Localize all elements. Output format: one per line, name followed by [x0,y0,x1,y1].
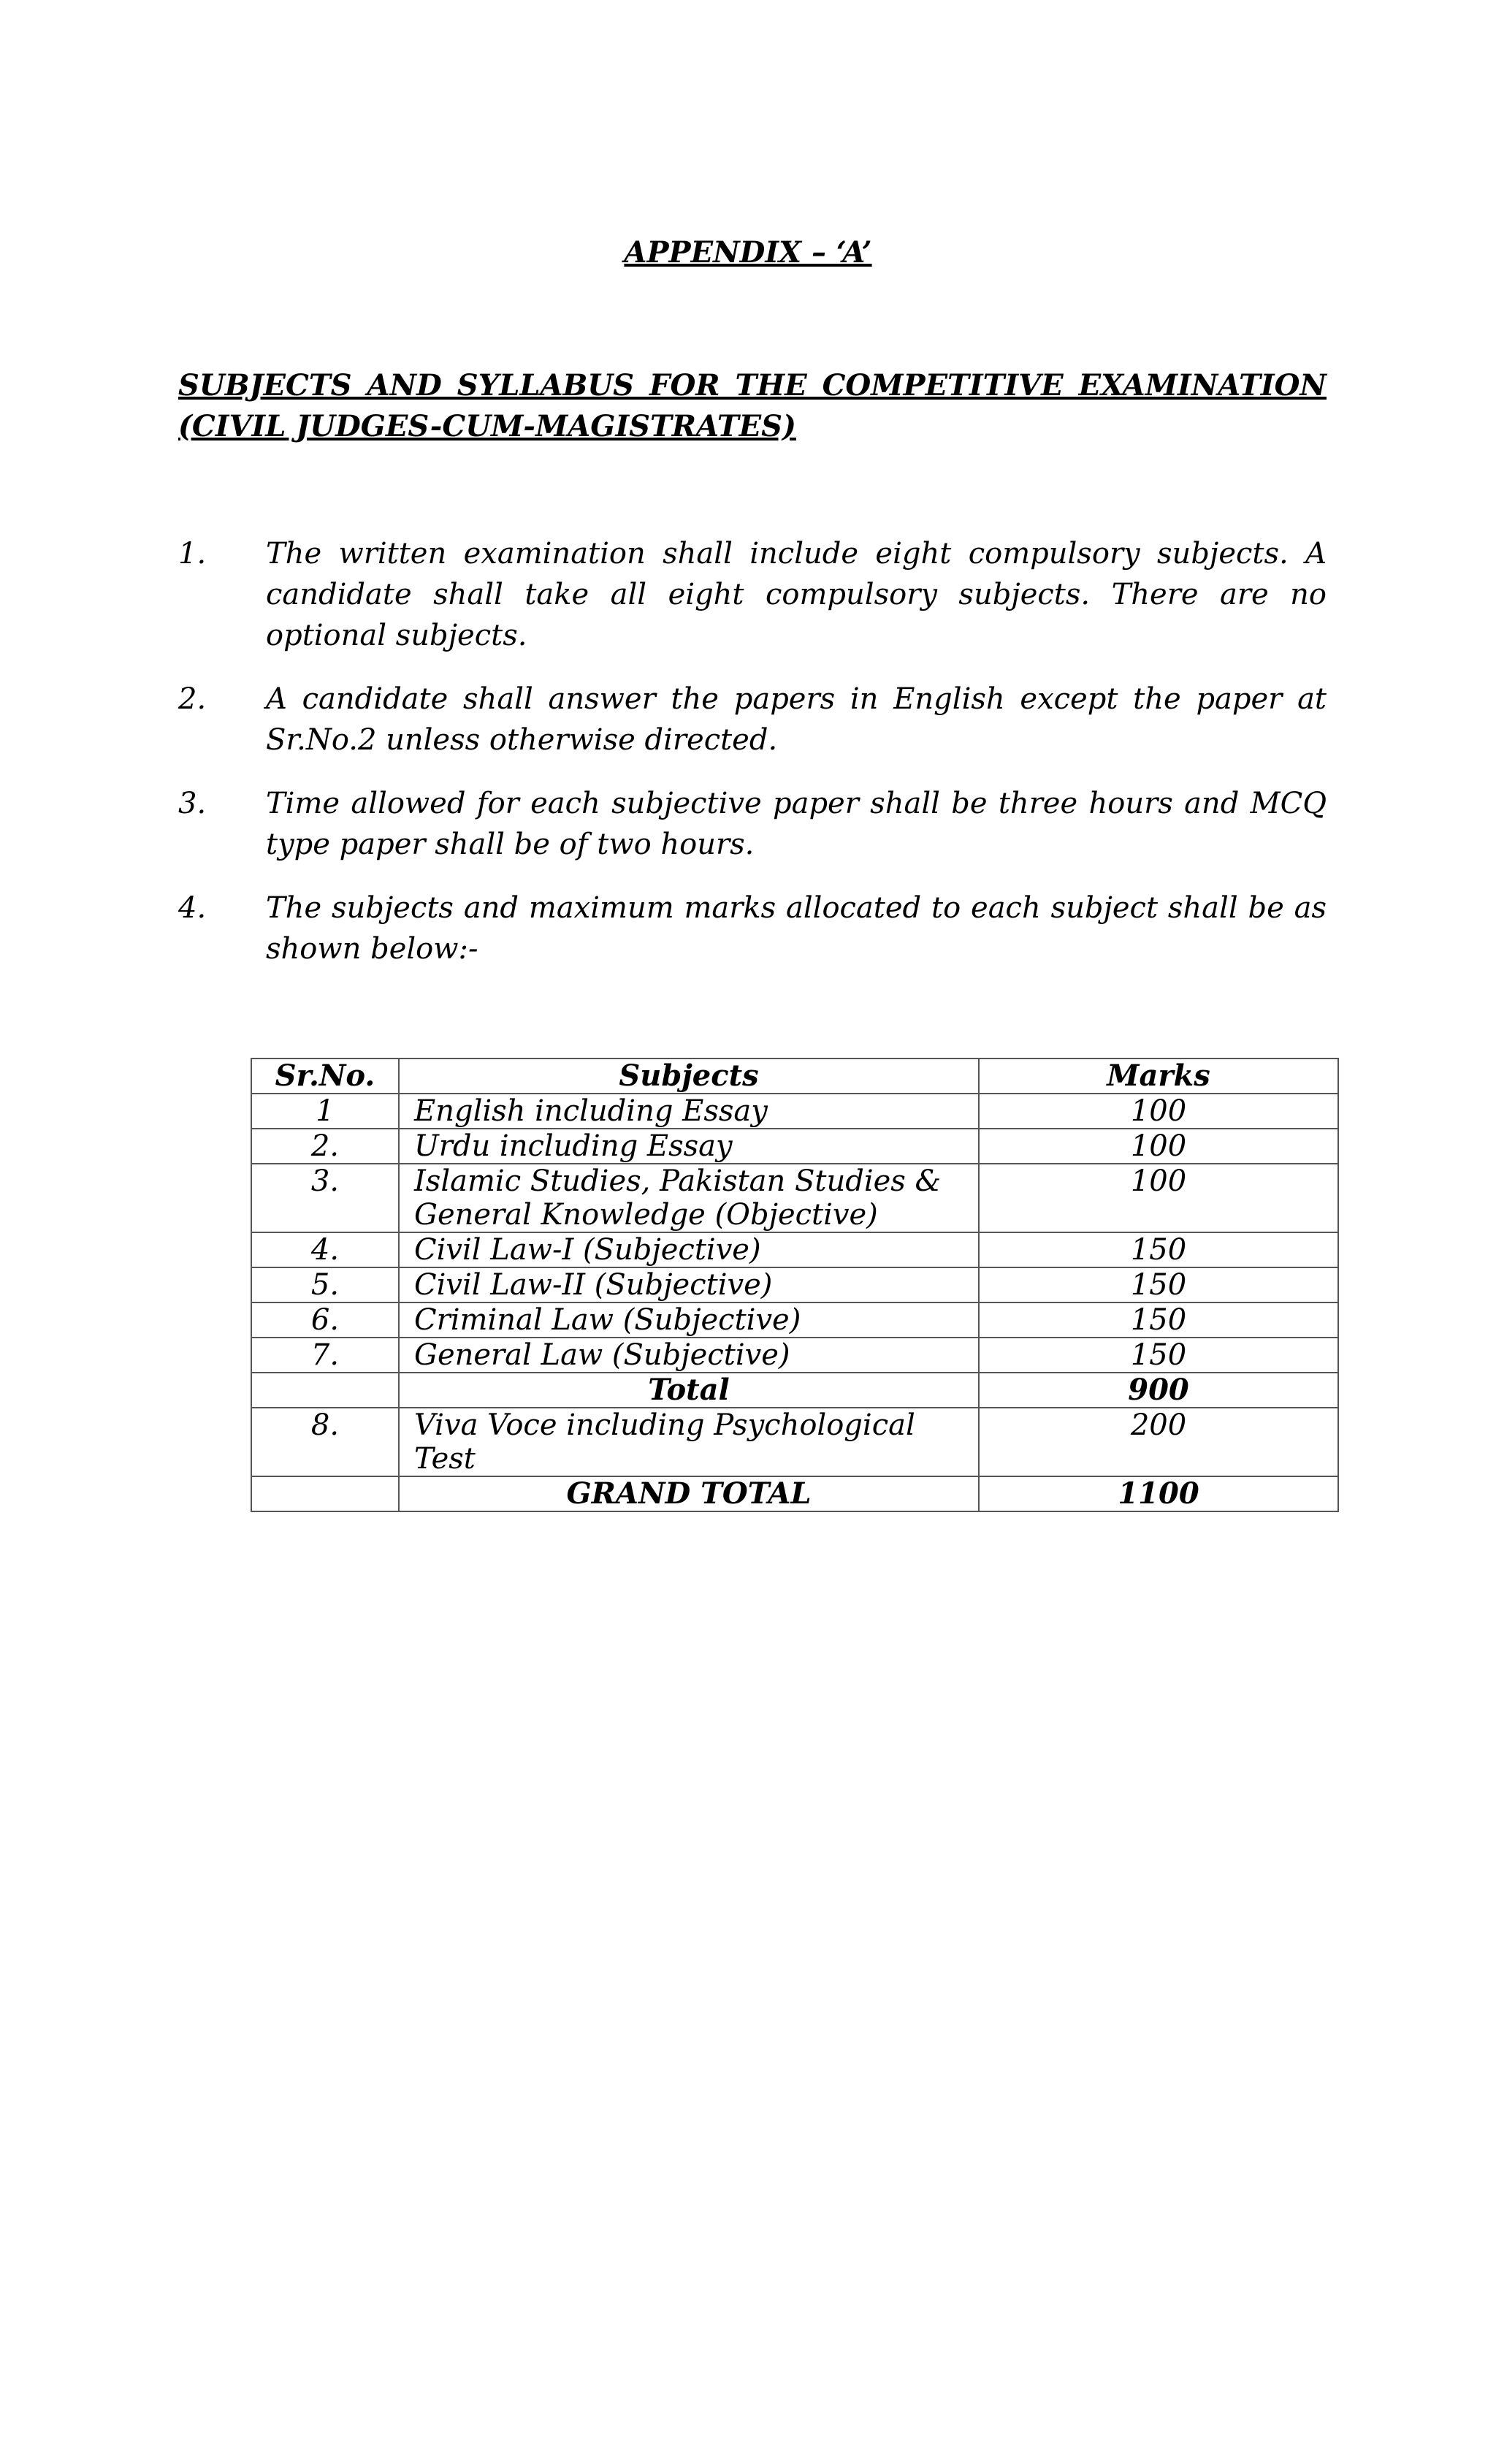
table-row [251,1302,1338,1338]
appendix-title: APPENDIX – ‘A’ [624,235,872,270]
cell-subject: General Law (Subjective) [399,1338,979,1373]
table-row [251,1094,1338,1129]
cell-marks: 150 [979,1232,1338,1267]
cell-subject: Criminal Law (Subjective) [399,1302,979,1338]
cell-sr-no: 7. [251,1338,399,1373]
table-row [251,1129,1338,1164]
cell-subject: Civil Law-I (Subjective) [399,1232,979,1267]
cell-sr-no: 6. [251,1302,399,1338]
rule-text: A candidate shall answer the papers in English except the paper at Sr.No.2 unless otherwise directed. [266,682,1327,757]
heading-line-2: (CIVIL JUDGES-CUM-MAGISTRATES) [178,409,796,443]
document-heading [178,365,1327,447]
table-header-row [251,1059,1338,1094]
rules-list [178,533,1327,992]
total-marks: 900 [979,1373,1338,1408]
cell-sr-no: 1 [251,1094,399,1129]
cell-sr-no: 2. [251,1129,399,1164]
cell-sr-no: 5. [251,1267,399,1302]
total-label: Total [399,1373,979,1408]
cell-marks: 150 [979,1302,1338,1338]
cell-subject: English including Essay [399,1094,979,1129]
cell-subject: Islamic Studies, Pakistan Studies & General Knowledge (Objective) [399,1164,979,1232]
cell-subject: Viva Voce including Psychological Test [399,1408,979,1476]
grand-total-marks: 1100 [979,1476,1338,1511]
header-subjects: Subjects [399,1059,979,1094]
rule-text: Time allowed for each subjective paper shall be three hours and MCQ type paper shall be of two hours. [266,787,1327,861]
cell-marks: 150 [979,1338,1338,1373]
cell-subject: Urdu including Essay [399,1129,979,1164]
header-marks: Marks [979,1059,1338,1094]
rule-number: 3. [178,787,207,820]
rule-item [178,888,1327,969]
cell-marks: 100 [979,1129,1338,1164]
grand-total-label: GRAND TOTAL [399,1476,979,1511]
cell-sr-no-empty [251,1373,399,1408]
rule-number: 1. [178,537,207,571]
grand-total-row [251,1476,1338,1511]
cell-subject: Civil Law-II (Subjective) [399,1267,979,1302]
cell-sr-no: 4. [251,1232,399,1267]
marks-table [251,1058,1339,1512]
table-row [251,1408,1338,1476]
rule-text: The written examination shall include eight compulsory subjects. A candidate shall take all eight compulsory subjects. There are no optional subjects. [266,537,1327,652]
rule-number: 2. [178,682,207,716]
rule-text: The subjects and maximum marks allocated to each subject shall be as shown below:- [266,891,1327,966]
cell-sr-no: 3. [251,1164,399,1232]
cell-marks: 150 [979,1267,1338,1302]
table-row [251,1338,1338,1373]
cell-sr-no: 8. [251,1408,399,1476]
cell-marks: 200 [979,1408,1338,1476]
rule-number: 4. [178,891,207,925]
table-row [251,1267,1338,1302]
total-row [251,1373,1338,1408]
rule-item [178,783,1327,865]
cell-marks: 100 [979,1094,1338,1129]
heading-line-1: SUBJECTS AND SYLLABUS FOR THE COMPETITIVE EXAMINATION [178,368,1327,403]
rule-item [178,679,1327,760]
table-row [251,1164,1338,1232]
table-row [251,1232,1338,1267]
header-sr-no: Sr.No. [251,1059,399,1094]
cell-marks: 100 [979,1164,1338,1232]
rule-item [178,533,1327,656]
cell-sr-no-empty [251,1476,399,1511]
